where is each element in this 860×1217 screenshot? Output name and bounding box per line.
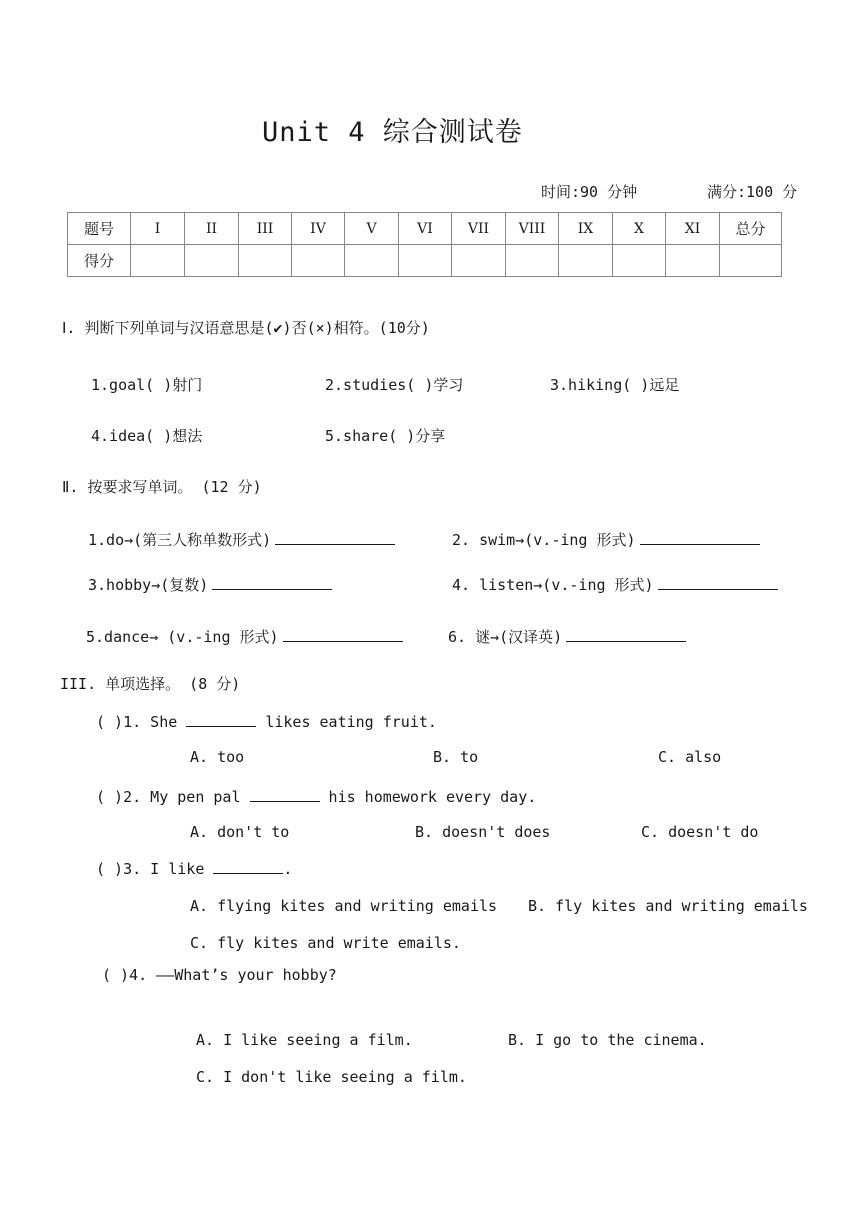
stem-text: 4. ——What’s your hobby? [129, 966, 337, 984]
option[interactable]: C. also [658, 748, 722, 766]
section2-item [86, 626, 403, 647]
score-cell[interactable] [613, 245, 666, 277]
score-cell[interactable] [185, 245, 239, 277]
score-table-score-row [68, 245, 782, 277]
column-header: VII [452, 213, 506, 245]
answer-paren[interactable]: ( ) [96, 713, 124, 731]
stem-text: likes eating fruit. [256, 713, 437, 731]
column-header: IX [559, 213, 613, 245]
section2-item-prompt: 2. swim→(v.-ing 形式) [452, 531, 636, 549]
answer-blank [213, 859, 283, 874]
section1-item: 2.studies( )学习 [325, 376, 464, 394]
option[interactable]: C. fly kites and write emails. [190, 934, 461, 952]
full-score: 满分:100 分 [707, 183, 798, 201]
score-cell[interactable] [399, 245, 452, 277]
time-limit: 时间:90 分钟 [541, 183, 638, 201]
answer-blank[interactable] [566, 627, 686, 642]
total-score-cell[interactable] [720, 245, 782, 277]
section2-item-prompt: 6. 谜→(汉译英) [448, 628, 563, 646]
stem-text: 1. She [123, 713, 187, 731]
column-header: III [239, 213, 292, 245]
score-cell[interactable] [345, 245, 399, 277]
question-stem [96, 787, 536, 806]
column-header: XI [666, 213, 720, 245]
question-stem [96, 859, 292, 878]
answer-blank[interactable] [283, 627, 403, 642]
section2-item-prompt: 3.hobby→(复数) [88, 576, 209, 594]
score-cell[interactable] [666, 245, 720, 277]
answer-blank[interactable] [658, 575, 778, 590]
score-cell[interactable] [131, 245, 185, 277]
option[interactable]: A. too [190, 748, 245, 766]
section1-item: 5.share( )分享 [325, 427, 446, 445]
section2-item [88, 574, 332, 595]
section2-item [452, 574, 778, 595]
answer-paren[interactable]: ( ) [102, 966, 130, 984]
page-title: Unit 4 综合测试卷 [262, 117, 523, 148]
answer-blank[interactable] [640, 530, 760, 545]
answer-paren[interactable]: ( ) [96, 860, 124, 878]
column-header: V [345, 213, 399, 245]
stem-text: 3. I like [123, 860, 214, 878]
section1-heading: Ⅰ. 判断下列单词与汉语意思是(✔)否(×)相符。(10分) [62, 319, 430, 337]
stem-text: 2. My pen pal [123, 788, 250, 806]
section2-item [448, 626, 686, 647]
section2-item-prompt: 5.dance→ (v.-ing 形式) [86, 628, 279, 646]
option[interactable]: A. I like seeing a film. [196, 1031, 413, 1049]
answer-blank [250, 787, 320, 802]
column-header: IV [292, 213, 345, 245]
row-label: 得分 [68, 245, 131, 277]
stem-text: his homework every day. [319, 788, 537, 806]
column-header: X [613, 213, 666, 245]
answer-blank[interactable] [212, 575, 332, 590]
option[interactable]: B. fly kites and writing emails [528, 897, 808, 915]
stem-text: . [283, 860, 293, 878]
option[interactable]: C. I don't like seeing a film. [196, 1068, 467, 1086]
section2-item [452, 529, 760, 550]
option[interactable]: C. doesn't do [641, 823, 759, 841]
column-header: VIII [506, 213, 559, 245]
row-label: 题号 [68, 213, 131, 245]
score-cell[interactable] [292, 245, 345, 277]
question-stem [96, 712, 437, 731]
option[interactable]: A. don't to [190, 823, 290, 841]
section1-item: 4.idea( )想法 [91, 427, 203, 445]
score-cell[interactable] [239, 245, 292, 277]
section2-heading: Ⅱ. 按要求写单词。 (12 分) [62, 478, 262, 496]
question-stem [102, 966, 337, 984]
column-header: VI [399, 213, 452, 245]
section2-item-prompt: 1.do→(第三人称单数形式) [88, 531, 272, 549]
option[interactable]: B. to [433, 748, 479, 766]
score-cell[interactable] [506, 245, 559, 277]
answer-paren[interactable]: ( ) [96, 788, 124, 806]
answer-blank [186, 712, 256, 727]
option[interactable]: A. flying kites and writing emails [190, 897, 498, 915]
score-table [67, 212, 782, 277]
section1-item: 1.goal( )射门 [91, 376, 203, 394]
score-cell[interactable] [452, 245, 506, 277]
total-header: 总分 [720, 213, 782, 245]
section1-item: 3.hiking( )远足 [550, 376, 680, 394]
answer-blank[interactable] [275, 530, 395, 545]
column-header: II [185, 213, 239, 245]
score-table-header-row [68, 213, 782, 245]
column-header: I [131, 213, 185, 245]
option[interactable]: B. I go to the cinema. [508, 1031, 707, 1049]
option[interactable]: B. doesn't does [415, 823, 551, 841]
section3-heading: III. 单项选择。 (8 分) [60, 675, 241, 693]
section2-item [88, 529, 395, 550]
section2-item-prompt: 4. listen→(v.-ing 形式) [452, 576, 654, 594]
score-cell[interactable] [559, 245, 613, 277]
